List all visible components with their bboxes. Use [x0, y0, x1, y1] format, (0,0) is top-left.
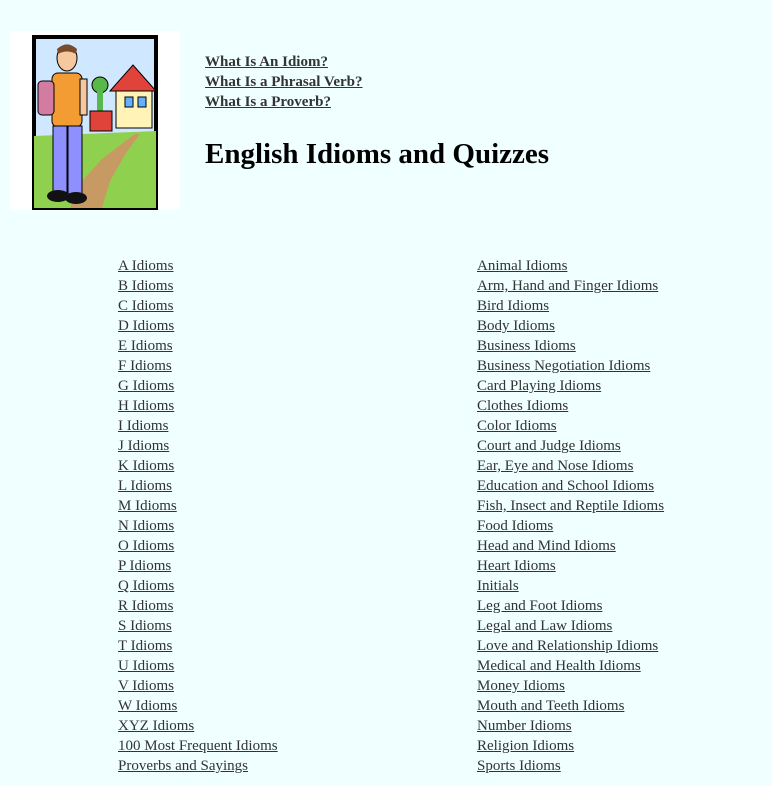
- list-item: [118, 576, 278, 596]
- idiom-category-link[interactable]: 100 Most Frequent Idioms: [118, 738, 278, 754]
- idiom-category-link[interactable]: V Idioms: [118, 678, 174, 694]
- list-item: [118, 616, 278, 636]
- list-item: [477, 336, 664, 356]
- list-item: [118, 476, 278, 496]
- list-item: [477, 596, 664, 616]
- idiom-category-link[interactable]: Animal Idioms: [477, 258, 568, 274]
- list-item: [477, 476, 664, 496]
- list-item: [118, 676, 278, 696]
- list-item: [118, 716, 278, 736]
- list-item: [477, 736, 664, 756]
- idiom-category-link[interactable]: Ear, Eye and Nose Idioms: [477, 458, 634, 474]
- idiom-category-link[interactable]: XYZ Idioms: [118, 718, 195, 734]
- list-item: [477, 536, 664, 556]
- idiom-category-link[interactable]: Mouth and Teeth Idioms: [477, 698, 625, 714]
- idiom-category-link[interactable]: B Idioms: [118, 278, 174, 294]
- list-item: [118, 336, 278, 356]
- list-item: [118, 436, 278, 456]
- list-item: [118, 296, 278, 316]
- what-is-phrasal-verb-link[interactable]: What Is a Phrasal Verb?: [205, 74, 363, 90]
- list-item: [118, 516, 278, 536]
- list-item: [477, 396, 664, 416]
- alphabet-idioms-list: [118, 256, 278, 776]
- list-item: [118, 376, 278, 396]
- idiom-category-link[interactable]: Business Idioms: [477, 338, 576, 354]
- list-item: [477, 356, 664, 376]
- list-item: [477, 496, 664, 516]
- idiom-category-link[interactable]: O Idioms: [118, 538, 175, 554]
- list-item: [477, 296, 664, 316]
- list-item: [118, 696, 278, 716]
- list-item: [118, 596, 278, 616]
- idiom-category-link[interactable]: Heart Idioms: [477, 558, 556, 574]
- what-is-idiom-link[interactable]: What Is An Idiom?: [205, 54, 328, 70]
- idiom-category-link[interactable]: Clothes Idioms: [477, 398, 569, 414]
- idiom-category-link[interactable]: Love and Relationship Idioms: [477, 638, 659, 654]
- idiom-category-link[interactable]: Q Idioms: [118, 578, 175, 594]
- list-item: [118, 756, 278, 776]
- list-item: [477, 696, 664, 716]
- list-item: [118, 536, 278, 556]
- list-item: [118, 496, 278, 516]
- what-is-proverb-link[interactable]: What Is a Proverb?: [205, 94, 331, 110]
- idiom-category-link[interactable]: G Idioms: [118, 378, 175, 394]
- list-item: [118, 256, 278, 276]
- list-item: [118, 656, 278, 676]
- idiom-category-link[interactable]: Body Idioms: [477, 318, 555, 334]
- idiom-category-link[interactable]: R Idioms: [118, 598, 174, 614]
- idiom-category-link[interactable]: Court and Judge Idioms: [477, 438, 621, 454]
- idiom-category-link[interactable]: Arm, Hand and Finger Idioms: [477, 278, 659, 294]
- idiom-category-link[interactable]: Color Idioms: [477, 418, 557, 434]
- idiom-category-link[interactable]: A Idioms: [118, 258, 174, 274]
- idiom-category-link[interactable]: Number Idioms: [477, 718, 572, 734]
- list-item: [477, 416, 664, 436]
- list-item: [477, 316, 664, 336]
- idiom-category-link[interactable]: Religion Idioms: [477, 738, 575, 754]
- list-item: [118, 276, 278, 296]
- idiom-category-link[interactable]: Bird Idioms: [477, 298, 550, 314]
- idiom-category-link[interactable]: Education and School Idioms: [477, 478, 655, 494]
- list-item: [477, 756, 664, 776]
- list-item: [477, 436, 664, 456]
- idiom-category-link[interactable]: Business Negotiation Idioms: [477, 358, 651, 374]
- idiom-category-link[interactable]: W Idioms: [118, 698, 178, 714]
- idiom-category-link[interactable]: H Idioms: [118, 398, 175, 414]
- idiom-category-link[interactable]: K Idioms: [118, 458, 175, 474]
- student-walking-to-school-icon: [10, 31, 180, 210]
- idiom-category-link[interactable]: U Idioms: [118, 658, 175, 674]
- idiom-category-link[interactable]: Medical and Health Idioms: [477, 658, 641, 674]
- list-item: [477, 636, 664, 656]
- idiom-category-link[interactable]: Initials: [477, 578, 519, 594]
- list-item: [477, 516, 664, 536]
- list-item: [477, 256, 664, 276]
- idiom-category-link[interactable]: C Idioms: [118, 298, 174, 314]
- idiom-category-link[interactable]: Food Idioms: [477, 518, 554, 534]
- list-item: [118, 456, 278, 476]
- page-title: English Idioms and Quizzes: [205, 138, 550, 170]
- idiom-category-link[interactable]: F Idioms: [118, 358, 172, 374]
- list-item: [477, 276, 664, 296]
- list-item: [118, 416, 278, 436]
- idiom-category-link[interactable]: I Idioms: [118, 418, 169, 434]
- intro-links: [205, 52, 363, 112]
- idiom-category-link[interactable]: Proverbs and Sayings: [118, 758, 248, 774]
- list-item: [118, 556, 278, 576]
- list-item: [118, 396, 278, 416]
- idiom-category-link[interactable]: Head and Mind Idioms: [477, 538, 616, 554]
- idiom-category-link[interactable]: P Idioms: [118, 558, 172, 574]
- idiom-category-link[interactable]: L Idioms: [118, 478, 173, 494]
- idiom-category-link[interactable]: Sports Idioms: [477, 758, 561, 774]
- list-item: [477, 656, 664, 676]
- idiom-category-link[interactable]: M Idioms: [118, 498, 177, 514]
- list-item: [477, 376, 664, 396]
- list-item: [118, 316, 278, 336]
- idiom-category-link[interactable]: Fish, Insect and Reptile Idioms: [477, 498, 665, 514]
- list-item: [118, 736, 278, 756]
- idiom-category-link[interactable]: Leg and Foot Idioms: [477, 598, 603, 614]
- idiom-category-link[interactable]: Legal and Law Idioms: [477, 618, 613, 634]
- list-item: [477, 676, 664, 696]
- topic-idioms-list: [477, 256, 664, 776]
- list-item: [477, 716, 664, 736]
- idiom-category-link[interactable]: Card Playing Idioms: [477, 378, 602, 394]
- idiom-category-link[interactable]: T Idioms: [118, 638, 173, 654]
- list-item: [477, 576, 664, 596]
- list-item: [477, 556, 664, 576]
- idiom-category-link[interactable]: N Idioms: [118, 518, 175, 534]
- idiom-category-link[interactable]: Money Idioms: [477, 678, 565, 694]
- idiom-category-link[interactable]: J Idioms: [118, 438, 170, 454]
- idiom-category-link[interactable]: S Idioms: [118, 618, 172, 634]
- idiom-category-link[interactable]: D Idioms: [118, 318, 175, 334]
- list-item: [477, 456, 664, 476]
- idiom-category-link[interactable]: E Idioms: [118, 338, 173, 354]
- list-item: [118, 636, 278, 656]
- list-item: [477, 616, 664, 636]
- list-item: [118, 356, 278, 376]
